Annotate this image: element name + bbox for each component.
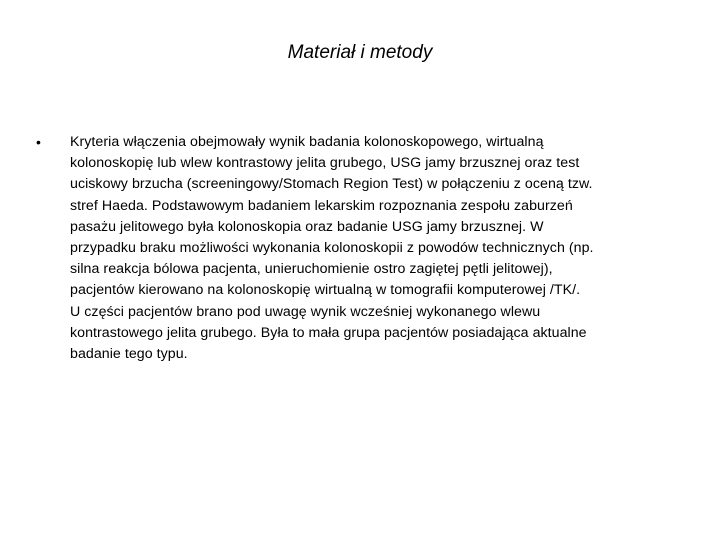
text-line: kontrastowego jelita grubego. Była to mała grupa pacjentów posiadająca aktualne [70, 324, 587, 341]
bullet-text [70, 132, 686, 365]
text-line: Kryteria włączenia obejmowały wynik badania kolonoskopowego, wirtualną [70, 134, 544, 150]
text-line: badanie tego typu. [70, 346, 188, 363]
text-line: stref Haeda. Podstawowym badaniem lekarskim rozpoznania zespołu zaburzeń [70, 197, 573, 214]
slide-title: Materiał i metody [287, 42, 433, 63]
text-line: przypadku braku możliwości wykonania kolonoskopii z powodów technicznych (np. [70, 240, 594, 257]
bullet-marker: • [36, 134, 41, 150]
text-line: U części pacjentów brano pod uwagę wynik wcześniej wykonanego wlewu [70, 303, 541, 320]
text-line: pacjentów kierowano na kolonoskopię wirtualną w tomografii komputerowej /TK/. [70, 282, 581, 299]
text-line: uciskowy brzucha (screeningowy/Stomach Region Test) w połączeniu z oceną tzw. [70, 176, 593, 193]
text-line: pasażu jelitowego była kolonoskopia oraz badanie USG jamy brzusznej. W [70, 218, 544, 235]
text-line: silna reakcja bólowa pacjenta, unieruchomienie ostro zagiętej pętli jelitowej), [70, 261, 553, 278]
text-line: kolonoskopię lub wlew kontrastowy jelita grubego, USG jamy brzusznej oraz test [70, 155, 580, 172]
